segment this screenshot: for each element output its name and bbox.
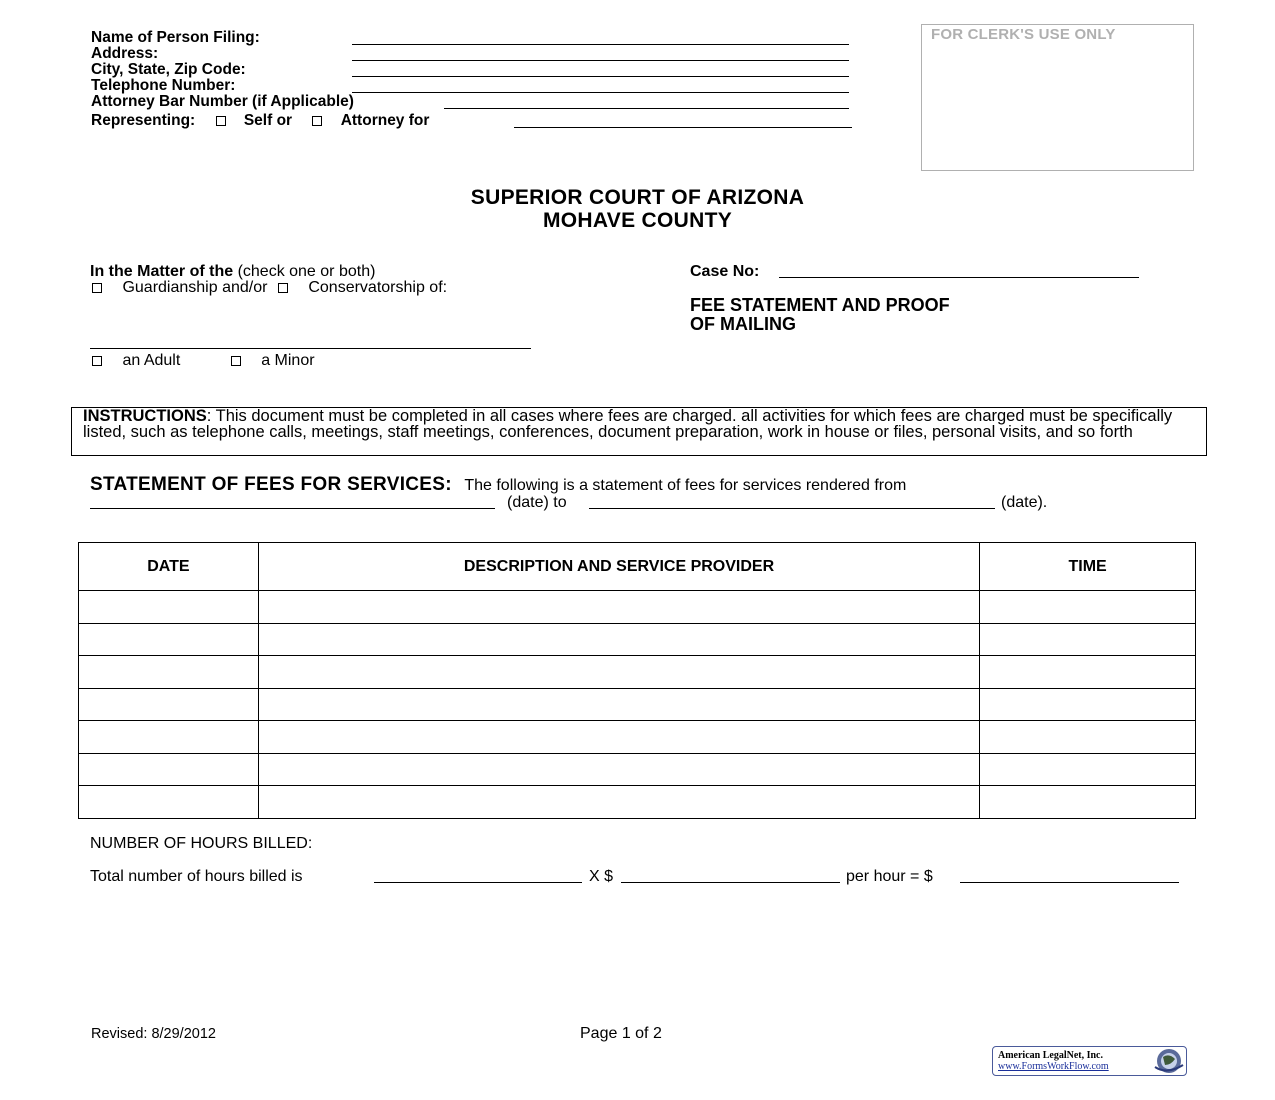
ward-type-row xyxy=(92,352,315,370)
rate-label: X $ xyxy=(589,868,614,885)
filer-city-label: City, State, Zip Code: xyxy=(91,61,246,78)
description-cell[interactable] xyxy=(258,591,979,624)
case-number-field[interactable] xyxy=(779,277,1139,278)
revised-date: Revised: 8/29/2012 xyxy=(91,1026,216,1042)
description-cell[interactable] xyxy=(258,623,979,656)
description-cell[interactable] xyxy=(258,786,979,819)
filer-bar-label: Attorney Bar Number (if Applicable) xyxy=(91,93,354,110)
table-row xyxy=(79,623,1196,656)
matter-type-row xyxy=(92,279,447,297)
clerk-use-box xyxy=(921,24,1194,171)
time-column-header: TIME xyxy=(980,543,1196,591)
date-cell[interactable] xyxy=(79,656,259,689)
conservatorship-checkbox[interactable] xyxy=(278,283,288,293)
filer-name-field[interactable] xyxy=(352,44,849,45)
globe-icon xyxy=(1149,1047,1185,1075)
filer-phone-field[interactable] xyxy=(352,92,849,93)
table-row xyxy=(79,688,1196,721)
page-number: Page 1 of 2 xyxy=(580,1025,662,1042)
date-to-label: (date) to xyxy=(507,494,567,511)
date-cell[interactable] xyxy=(79,591,259,624)
statement-heading: STATEMENT OF FEES FOR SERVICES: xyxy=(90,474,452,495)
start-date-field[interactable] xyxy=(90,508,495,509)
table-row xyxy=(79,721,1196,754)
statement-intro: The following is a statement of fees for services rendered from xyxy=(464,477,907,494)
minor-checkbox[interactable] xyxy=(231,356,241,366)
instructions-text: : This document must be completed in all cases where fees are charged. all activities for which fees are charged must be specifically listed, such as telephone calls, meetings, staff meetings, conferences, document preparation, work in house or files, personal visits, and so forth xyxy=(83,407,1173,441)
table-row xyxy=(79,753,1196,786)
date-cell[interactable] xyxy=(79,623,259,656)
adult-label: an Adult xyxy=(122,352,181,369)
clerk-use-label: FOR CLERK'S USE ONLY xyxy=(931,26,1116,43)
filer-name-label: Name of Person Filing: xyxy=(91,29,260,46)
date-cell[interactable] xyxy=(79,688,259,721)
form-title-line1: FEE STATEMENT AND PROOF xyxy=(690,295,950,315)
date-end-label: (date). xyxy=(1001,494,1048,511)
attorney-checkbox[interactable] xyxy=(312,116,322,126)
time-cell[interactable] xyxy=(980,623,1196,656)
filer-phone-label: Telephone Number: xyxy=(91,77,236,94)
case-number-label: Case No: xyxy=(690,263,760,280)
instructions-box xyxy=(71,407,1207,456)
fees-table xyxy=(78,542,1196,819)
per-hour-label: per hour = $ xyxy=(846,868,933,885)
description-cell[interactable] xyxy=(258,753,979,786)
matter-heading-bold: In the Matter of the xyxy=(90,263,234,280)
guardianship-checkbox[interactable] xyxy=(92,283,102,293)
ward-name-field[interactable] xyxy=(90,348,531,349)
description-cell[interactable] xyxy=(258,721,979,754)
attorney-label: Attorney for xyxy=(340,112,430,129)
description-column-header: DESCRIPTION AND SERVICE PROVIDER xyxy=(258,543,979,591)
conservatorship-label: Conservatorship of: xyxy=(308,279,448,296)
time-cell[interactable] xyxy=(980,656,1196,689)
description-cell[interactable] xyxy=(258,656,979,689)
form-title-line2: OF MAILING xyxy=(690,314,796,334)
hourly-rate-field[interactable] xyxy=(621,882,840,883)
representing-row xyxy=(91,113,429,129)
total-hours-label: Total number of hours billed is xyxy=(90,868,303,885)
representing-label: Representing: xyxy=(91,112,196,129)
filer-bar-field[interactable] xyxy=(444,108,849,109)
table-row xyxy=(79,591,1196,624)
description-cell[interactable] xyxy=(258,688,979,721)
time-cell[interactable] xyxy=(980,591,1196,624)
statement-heading-row xyxy=(90,474,906,496)
end-date-field[interactable] xyxy=(589,508,995,509)
date-cell[interactable] xyxy=(79,753,259,786)
self-checkbox[interactable] xyxy=(216,116,226,126)
court-title: SUPERIOR COURT OF ARIZONA xyxy=(470,186,805,209)
fees-table-header xyxy=(79,543,1196,591)
date-cell[interactable] xyxy=(79,786,259,819)
logo-name: American LegalNet, Inc. xyxy=(998,1050,1103,1061)
time-cell[interactable] xyxy=(980,786,1196,819)
time-cell[interactable] xyxy=(980,688,1196,721)
county-title: MOHAVE COUNTY xyxy=(542,209,732,232)
filer-city-field[interactable] xyxy=(352,76,849,77)
total-hours-field[interactable] xyxy=(374,882,582,883)
american-legalnet-logo[interactable] xyxy=(992,1046,1187,1076)
attorney-for-field[interactable] xyxy=(514,127,852,128)
time-cell[interactable] xyxy=(980,753,1196,786)
self-label: Self or xyxy=(243,112,293,129)
minor-label: a Minor xyxy=(261,352,315,369)
hours-heading: NUMBER OF HOURS BILLED: xyxy=(90,835,313,852)
filer-address-label: Address: xyxy=(91,45,159,62)
table-row xyxy=(79,786,1196,819)
date-cell[interactable] xyxy=(79,721,259,754)
total-amount-field[interactable] xyxy=(960,882,1179,883)
logo-url[interactable]: www.FormsWorkFlow.com xyxy=(998,1061,1109,1072)
matter-heading-note: (check one or both) xyxy=(237,263,376,280)
adult-checkbox[interactable] xyxy=(92,356,102,366)
date-column-header: DATE xyxy=(79,543,259,591)
time-cell[interactable] xyxy=(980,721,1196,754)
guardianship-label: Guardianship and/or xyxy=(122,279,268,296)
filer-address-field[interactable] xyxy=(352,60,849,61)
instructions-label: INSTRUCTIONS xyxy=(83,407,207,425)
table-row xyxy=(79,656,1196,689)
